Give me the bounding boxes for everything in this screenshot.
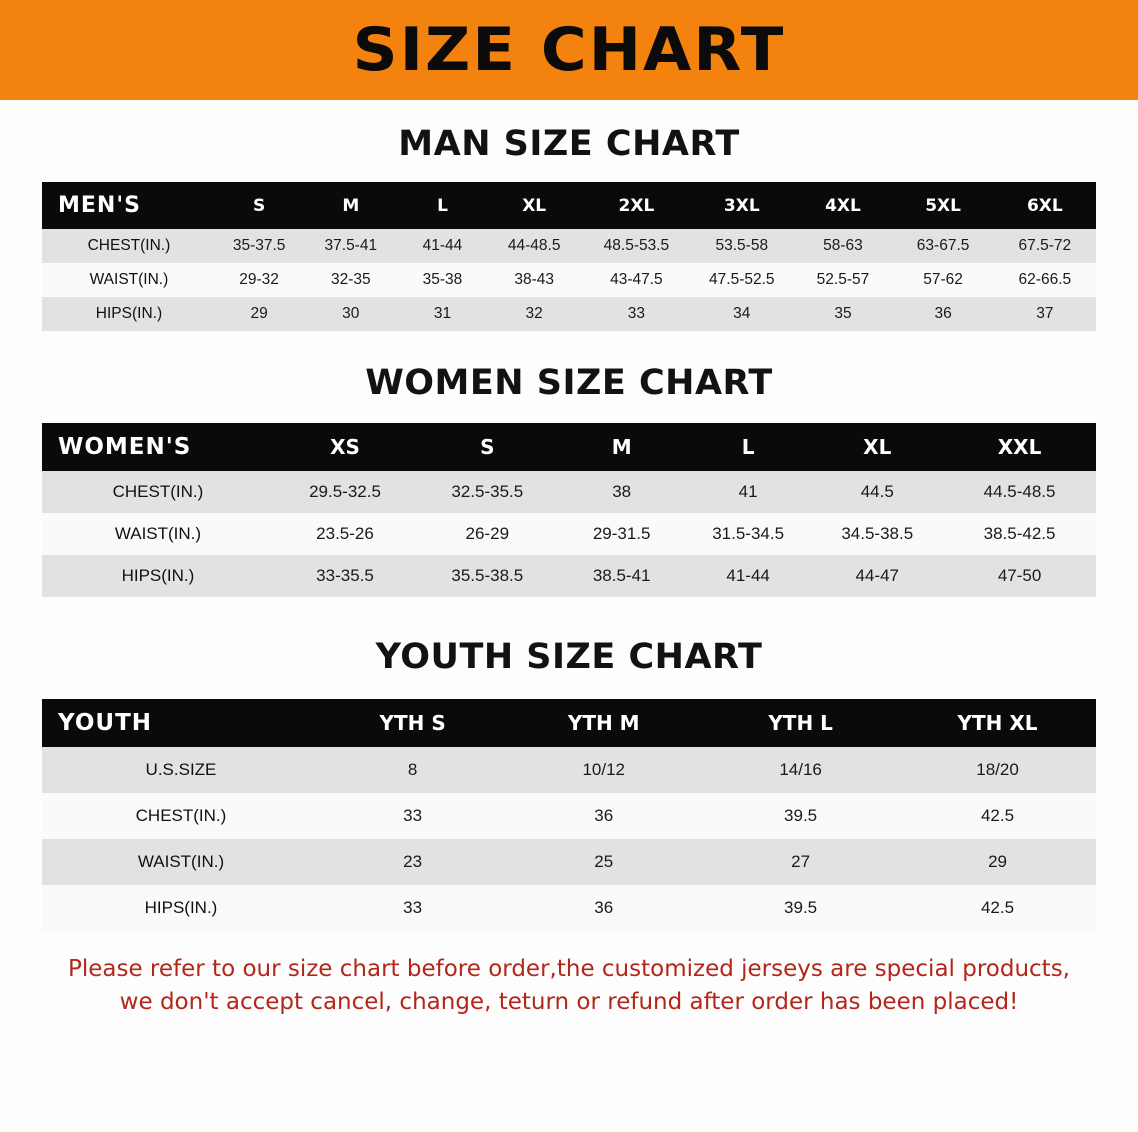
women-row-label-chest: CHEST(IN.)	[42, 471, 274, 513]
policy-note-line2: we don't accept cancel, change, teturn or refund after order has been placed!	[119, 989, 1019, 1016]
youth-section-title: YOUTH SIZE CHART	[375, 637, 763, 677]
table-row	[42, 555, 1096, 597]
table-cell: 23	[320, 839, 505, 885]
women-header-label: WOMEN'S	[42, 423, 274, 471]
table-cell: 42.5	[899, 793, 1096, 839]
policy-note	[40, 953, 1098, 1020]
table-cell: 34	[690, 297, 793, 331]
table-cell: 62-66.5	[994, 263, 1096, 297]
policy-note-line1: Please refer to our size chart before order,the customized jerseys are special products,	[67, 956, 1070, 982]
table-cell: 25	[505, 839, 702, 885]
table-cell: 29-32	[216, 263, 302, 297]
table-cell: 33	[320, 793, 505, 839]
youth-header-m: YTH M	[505, 699, 702, 747]
women-row-label-hips: HIPS(IN.)	[42, 555, 274, 597]
table-cell: 58-63	[793, 229, 892, 263]
page-title: SIZE CHART	[352, 15, 786, 85]
youth-header-l: YTH L	[702, 699, 899, 747]
man-header-s: S	[216, 182, 302, 229]
table-cell: 67.5-72	[994, 229, 1096, 263]
man-header-3xl: 3XL	[690, 182, 793, 229]
table-cell: 34.5-38.5	[811, 513, 943, 555]
table-row	[42, 297, 1096, 331]
table-cell: 33	[583, 297, 691, 331]
youth-header-xl: YTH XL	[899, 699, 1096, 747]
man-header-l: L	[399, 182, 485, 229]
table-row	[42, 229, 1096, 263]
table-cell: 10/12	[505, 747, 702, 793]
table-row	[42, 263, 1096, 297]
women-header-xxl: XXL	[943, 423, 1096, 471]
youth-row-label-waist: WAIST(IN.)	[42, 839, 320, 885]
table-cell: 8	[320, 747, 505, 793]
table-cell: 32-35	[302, 263, 399, 297]
table-header-row	[42, 423, 1096, 471]
women-header-xl: XL	[811, 423, 943, 471]
man-header-4xl: 4XL	[793, 182, 892, 229]
table-cell: 38.5-41	[558, 555, 684, 597]
man-header-5xl: 5XL	[893, 182, 994, 229]
youth-size-table	[42, 699, 1096, 931]
table-cell: 41	[685, 471, 811, 513]
table-cell: 44-47	[811, 555, 943, 597]
youth-row-label-chest: CHEST(IN.)	[42, 793, 320, 839]
women-header-s: S	[416, 423, 558, 471]
man-row-label-waist: WAIST(IN.)	[42, 263, 216, 297]
man-row-label-hips: HIPS(IN.)	[42, 297, 216, 331]
table-cell: 23.5-26	[274, 513, 416, 555]
table-cell: 27	[702, 839, 899, 885]
table-cell: 37	[994, 297, 1096, 331]
table-cell: 31.5-34.5	[685, 513, 811, 555]
table-cell: 36	[505, 793, 702, 839]
table-cell: 32.5-35.5	[416, 471, 558, 513]
table-cell: 29-31.5	[558, 513, 684, 555]
women-table-wrapper	[42, 423, 1096, 597]
table-cell: 38	[558, 471, 684, 513]
man-header-xl: XL	[486, 182, 583, 229]
table-cell: 29	[216, 297, 302, 331]
table-header-row	[42, 182, 1096, 229]
youth-table-wrapper	[42, 699, 1096, 931]
table-row	[42, 471, 1096, 513]
youth-header-label: YOUTH	[42, 699, 320, 747]
table-cell: 63-67.5	[893, 229, 994, 263]
table-cell: 35-37.5	[216, 229, 302, 263]
table-cell: 38-43	[486, 263, 583, 297]
table-cell: 29.5-32.5	[274, 471, 416, 513]
table-cell: 52.5-57	[793, 263, 892, 297]
man-header-2xl: 2XL	[583, 182, 691, 229]
women-header-l: L	[685, 423, 811, 471]
banner	[0, 0, 1138, 100]
table-cell: 32	[486, 297, 583, 331]
table-row	[42, 747, 1096, 793]
women-size-table	[42, 423, 1096, 597]
table-cell: 47.5-52.5	[690, 263, 793, 297]
man-section-title: MAN SIZE CHART	[398, 124, 740, 164]
table-cell: 14/16	[702, 747, 899, 793]
table-cell: 43-47.5	[583, 263, 691, 297]
table-row	[42, 885, 1096, 931]
table-header-row	[42, 699, 1096, 747]
women-section-title: WOMEN SIZE CHART	[365, 363, 773, 403]
table-cell: 41-44	[685, 555, 811, 597]
table-cell: 53.5-58	[690, 229, 793, 263]
table-cell: 57-62	[893, 263, 994, 297]
man-table-wrapper	[42, 182, 1096, 331]
table-cell: 37.5-41	[302, 229, 399, 263]
youth-header-s: YTH S	[320, 699, 505, 747]
table-cell: 39.5	[702, 885, 899, 931]
table-cell: 47-50	[943, 555, 1096, 597]
youth-row-label-ussize: U.S.SIZE	[42, 747, 320, 793]
table-cell: 36	[893, 297, 994, 331]
table-cell: 26-29	[416, 513, 558, 555]
table-cell: 35.5-38.5	[416, 555, 558, 597]
man-size-table	[42, 182, 1096, 331]
table-cell: 18/20	[899, 747, 1096, 793]
table-cell: 38.5-42.5	[943, 513, 1096, 555]
table-cell: 48.5-53.5	[583, 229, 691, 263]
table-cell: 44-48.5	[486, 229, 583, 263]
table-cell: 33-35.5	[274, 555, 416, 597]
table-cell: 36	[505, 885, 702, 931]
youth-row-label-hips: HIPS(IN.)	[42, 885, 320, 931]
table-cell: 35	[793, 297, 892, 331]
table-cell: 42.5	[899, 885, 1096, 931]
table-cell: 29	[899, 839, 1096, 885]
table-cell: 30	[302, 297, 399, 331]
table-cell: 33	[320, 885, 505, 931]
man-row-label-chest: CHEST(IN.)	[42, 229, 216, 263]
man-header-6xl: 6XL	[994, 182, 1096, 229]
women-header-xs: XS	[274, 423, 416, 471]
table-row	[42, 793, 1096, 839]
man-header-label: MEN'S	[42, 182, 216, 229]
women-header-m: M	[558, 423, 684, 471]
table-row	[42, 839, 1096, 885]
women-row-label-waist: WAIST(IN.)	[42, 513, 274, 555]
table-cell: 44.5	[811, 471, 943, 513]
table-cell: 44.5-48.5	[943, 471, 1096, 513]
table-cell: 39.5	[702, 793, 899, 839]
table-cell: 35-38	[399, 263, 485, 297]
man-header-m: M	[302, 182, 399, 229]
table-cell: 31	[399, 297, 485, 331]
table-cell: 41-44	[399, 229, 485, 263]
table-row	[42, 513, 1096, 555]
